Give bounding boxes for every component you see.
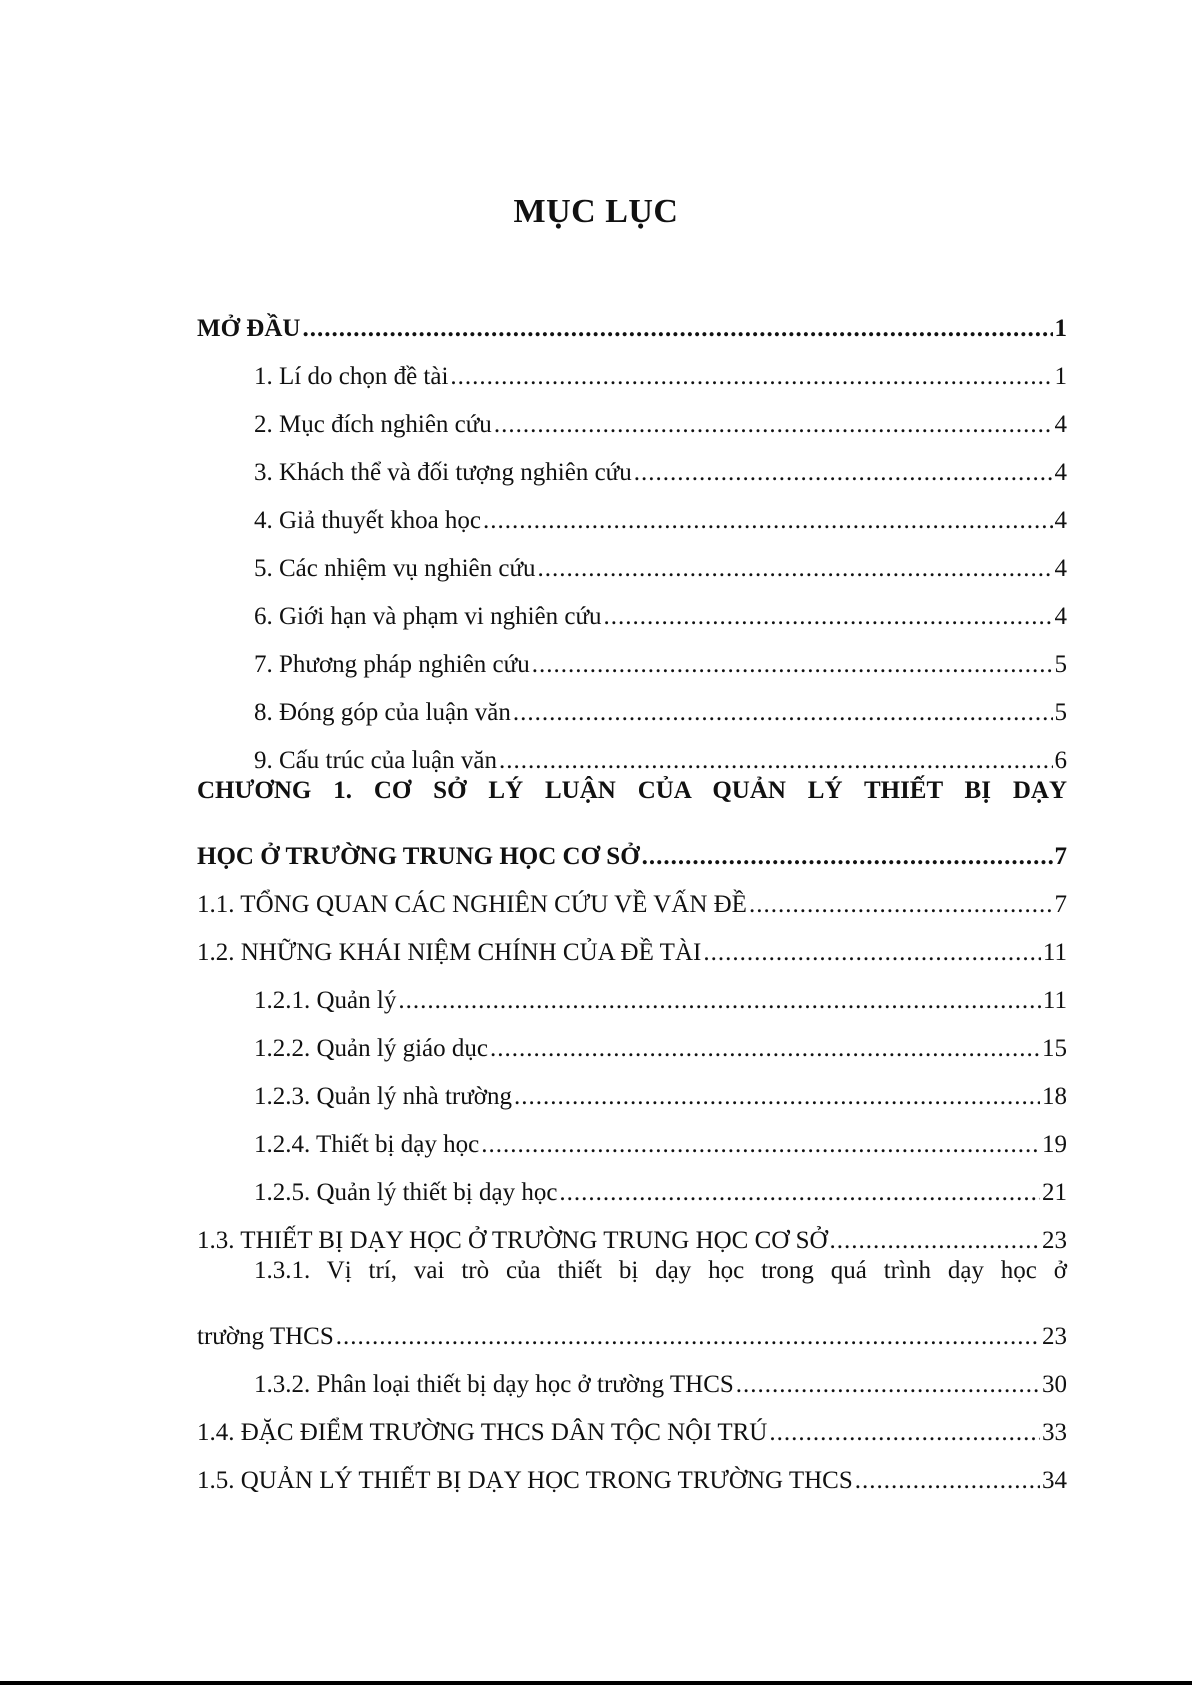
toc-page-number: 18 bbox=[1042, 1083, 1067, 1110]
toc-entry-text: MỞ ĐẦU bbox=[197, 315, 301, 342]
toc-entry-text: 1.4. ĐẶC ĐIỂM TRƯỜNG THCS DÂN TỘC NỘI TRÚ bbox=[197, 1419, 768, 1446]
toc-page-number: 11 bbox=[1042, 939, 1067, 966]
toc-entry-wrapped-line2 bbox=[197, 1304, 1067, 1352]
toc-leader-dots bbox=[532, 650, 1053, 680]
toc-leader-dots bbox=[302, 314, 1052, 344]
toc-leader-dots bbox=[483, 506, 1052, 536]
toc-page-number: 6 bbox=[1054, 747, 1067, 774]
toc-entry-chapter-line1 bbox=[197, 776, 1067, 824]
toc-entry bbox=[197, 1160, 1067, 1208]
toc-entry bbox=[197, 1448, 1067, 1496]
toc-entry bbox=[197, 344, 1067, 392]
toc-entry bbox=[197, 440, 1067, 488]
toc-page-number: 19 bbox=[1042, 1131, 1067, 1158]
toc-entry-text: 8. Đóng góp của luận văn bbox=[254, 699, 511, 726]
toc-leader-dots bbox=[736, 1370, 1040, 1400]
toc-page-number: 4 bbox=[1054, 411, 1067, 438]
toc-entry-chapter-line2 bbox=[197, 824, 1067, 872]
toc-entry-text: 1.2.1. Quản lý bbox=[254, 987, 397, 1014]
toc-leader-dots bbox=[450, 362, 1052, 392]
toc-entry-text: 1.3. THIẾT BỊ DẠY HỌC Ở TRƯỜNG TRUNG HỌC CƠ SỞ bbox=[197, 1227, 828, 1254]
toc-entry bbox=[197, 680, 1067, 728]
toc-leader-dots bbox=[490, 1034, 1040, 1064]
toc-entry bbox=[197, 1112, 1067, 1160]
toc-leader-dots bbox=[604, 602, 1053, 632]
toc-leader-dots bbox=[538, 554, 1053, 584]
toc-entry-text: 1.1. TỔNG QUAN CÁC NGHIÊN CỨU VỀ VẤN ĐỀ bbox=[197, 891, 747, 918]
toc-leader-dots bbox=[398, 986, 1041, 1016]
toc-entry bbox=[197, 872, 1067, 920]
toc-entry-text: 5. Các nhiệm vụ nghiên cứu bbox=[254, 555, 536, 582]
toc-page-number: 15 bbox=[1042, 1035, 1067, 1062]
page-title: MỤC LỤC bbox=[513, 193, 679, 230]
toc-leader-dots bbox=[634, 458, 1053, 488]
toc-page-number: 4 bbox=[1054, 507, 1067, 534]
toc-entry-text: 1.2. NHỮNG KHÁI NIỆM CHÍNH CỦA ĐỀ TÀI bbox=[197, 939, 702, 966]
toc-entry-text: 7. Phương pháp nghiên cứu bbox=[254, 651, 530, 678]
toc-entry bbox=[197, 584, 1067, 632]
toc-entry bbox=[197, 968, 1067, 1016]
toc-entry-text: HỌC Ở TRƯỜNG TRUNG HỌC CƠ SỞ bbox=[197, 843, 640, 870]
toc-entry-text: 4. Giả thuyết khoa học bbox=[254, 507, 482, 534]
toc-entry-text: 2. Mục đích nghiên cứu bbox=[254, 411, 492, 438]
toc-entry-text: 1.2.5. Quản lý thiết bị dạy học bbox=[254, 1179, 558, 1206]
page-bottom-border bbox=[0, 1681, 1192, 1685]
toc-page-number: 33 bbox=[1042, 1419, 1067, 1446]
toc-entry bbox=[197, 920, 1067, 968]
toc-page-number: 1 bbox=[1054, 315, 1067, 342]
toc-entry bbox=[197, 1016, 1067, 1064]
toc-entry bbox=[197, 1352, 1067, 1400]
toc-leader-dots bbox=[499, 746, 1053, 776]
toc-entry bbox=[197, 296, 1067, 344]
toc-leader-dots bbox=[481, 1130, 1040, 1160]
toc-leader-dots bbox=[559, 1178, 1040, 1208]
toc-page-number: 21 bbox=[1042, 1179, 1067, 1206]
toc-entry-wrapped-line1 bbox=[197, 1256, 1067, 1304]
toc-leader-dots bbox=[642, 842, 1053, 872]
toc-leader-dots bbox=[336, 1322, 1040, 1352]
toc-page-number: 34 bbox=[1042, 1467, 1067, 1494]
toc-page-number: 4 bbox=[1054, 603, 1067, 630]
toc-leader-dots bbox=[769, 1418, 1040, 1448]
toc-entry-text: 1.3.1. Vị trí, vai trò của thiết bị dạy học trong quá trình dạy học ở bbox=[254, 1257, 1067, 1284]
toc-entry bbox=[197, 1064, 1067, 1112]
toc-entry bbox=[197, 488, 1067, 536]
toc-page-number: 5 bbox=[1054, 651, 1067, 678]
toc-entry-text: 1.2.4. Thiết bị dạy học bbox=[254, 1131, 480, 1158]
toc-page-number: 23 bbox=[1042, 1227, 1067, 1254]
toc-page-number: 7 bbox=[1054, 891, 1067, 918]
toc-leader-dots bbox=[514, 1082, 1040, 1112]
toc-entry bbox=[197, 728, 1067, 776]
toc-entry-text: 1.3.2. Phân loại thiết bị dạy học ở trường THCS bbox=[254, 1371, 734, 1398]
toc-entry-text: 9. Cấu trúc của luận văn bbox=[254, 747, 497, 774]
toc-entry bbox=[197, 632, 1067, 680]
toc-entry bbox=[197, 536, 1067, 584]
toc-entry-text: 3. Khách thể và đối tượng nghiên cứu bbox=[254, 459, 632, 486]
toc-page-number: 4 bbox=[1054, 459, 1067, 486]
toc-entry bbox=[197, 1208, 1067, 1256]
toc-entry-text: 1. Lí do chọn đề tài bbox=[254, 363, 449, 390]
toc-entry bbox=[197, 1400, 1067, 1448]
table-of-contents bbox=[197, 296, 1067, 1496]
toc-page-number: 5 bbox=[1054, 699, 1067, 726]
toc-page-number: 1 bbox=[1054, 363, 1067, 390]
toc-entry-text: 6. Giới hạn và phạm vi nghiên cứu bbox=[254, 603, 602, 630]
toc-page-number: 30 bbox=[1042, 1371, 1067, 1398]
toc-leader-dots bbox=[513, 698, 1053, 728]
toc-entry-text: 1.5. QUẢN LÝ THIẾT BỊ DẠY HỌC TRONG TRƯỜNG THCS bbox=[197, 1467, 853, 1494]
toc-leader-dots bbox=[703, 938, 1041, 968]
toc-entry-text: 1.2.3. Quản lý nhà trường bbox=[254, 1083, 512, 1110]
toc-entry-text: trường THCS bbox=[197, 1323, 334, 1350]
toc-leader-dots bbox=[749, 890, 1053, 920]
toc-entry-text: CHƯƠNG 1. CƠ SỞ LÝ LUẬN CỦA QUẢN LÝ THIẾT BỊ DẠY bbox=[197, 777, 1067, 804]
toc-leader-dots bbox=[494, 410, 1053, 440]
toc-entry bbox=[197, 392, 1067, 440]
toc-leader-dots bbox=[855, 1466, 1040, 1496]
toc-entry-text: 1.2.2. Quản lý giáo dục bbox=[254, 1035, 488, 1062]
toc-page-number: 11 bbox=[1042, 987, 1067, 1014]
toc-page-number: 23 bbox=[1042, 1323, 1067, 1350]
toc-leader-dots bbox=[830, 1226, 1040, 1256]
toc-page-number: 4 bbox=[1054, 555, 1067, 582]
toc-page-number: 7 bbox=[1054, 843, 1067, 870]
